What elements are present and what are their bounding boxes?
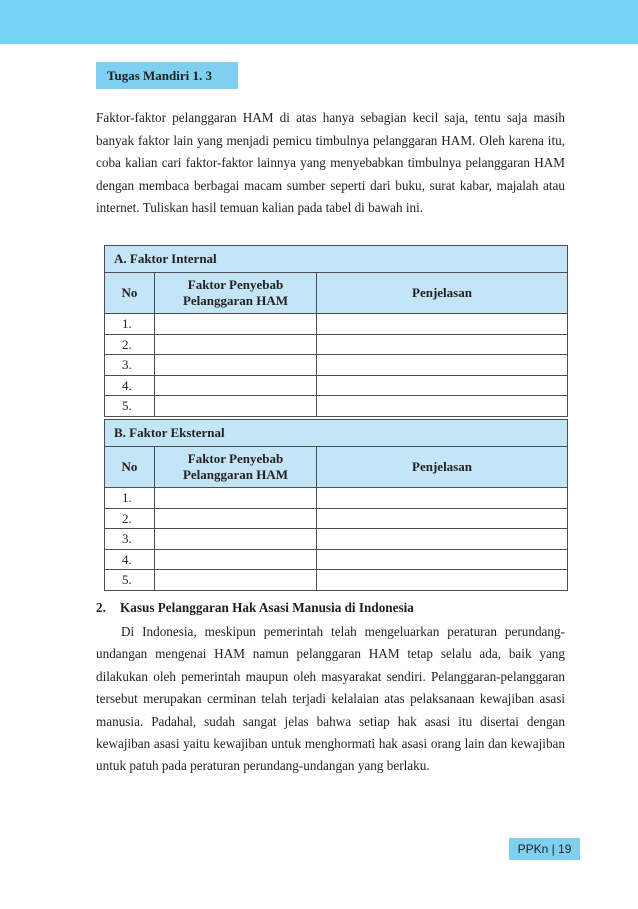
input-cell[interactable] bbox=[155, 355, 317, 376]
input-cell[interactable] bbox=[317, 508, 568, 529]
table-faktor-internal bbox=[104, 245, 568, 417]
table-row: 3. bbox=[105, 355, 568, 376]
table-row: 5. bbox=[105, 570, 568, 591]
input-cell[interactable] bbox=[317, 488, 568, 509]
section-a-title: A. Faktor Internal bbox=[105, 246, 568, 273]
input-cell[interactable] bbox=[155, 508, 317, 529]
input-cell[interactable] bbox=[317, 334, 568, 355]
input-cell[interactable] bbox=[317, 549, 568, 570]
input-cell[interactable] bbox=[317, 314, 568, 335]
table-faktor-eksternal bbox=[104, 419, 568, 591]
input-cell[interactable] bbox=[317, 529, 568, 550]
top-color-band bbox=[0, 0, 638, 44]
col-no-header: No bbox=[105, 447, 155, 488]
col-faktor-header: Faktor Penyebab Pelanggaran HAM bbox=[155, 273, 317, 314]
input-cell[interactable] bbox=[155, 334, 317, 355]
input-cell[interactable] bbox=[155, 396, 317, 417]
table-row: 3. bbox=[105, 529, 568, 550]
input-cell[interactable] bbox=[317, 355, 568, 376]
page-number-badge: PPKn | 19 bbox=[509, 838, 580, 860]
table-row: 5. bbox=[105, 396, 568, 417]
table-row: 2. bbox=[105, 334, 568, 355]
section-2-body: Di Indonesia, meskipun pemerintah telah mengeluarkan peraturan perundang-undangan mengenai HAM namun pelanggaran HAM tetap selalu ada, baik yang dilakukan oleh pemerintah maupun oleh masyarakat sendiri. Pelanggaran-pelanggaran tersebut merupakan cerminan telah terjadi kelalaian atas pelaksanaan kewajiban asasi manusia. Padahal, sudah sangat jelas bahwa setiap hak asasi itu disertai dengan kewajiban asasi yaitu kewajiban untuk menghormati hak asasi orang lain dan kewajiban untuk patuh pada peraturan perundang-undangan yang berlaku. bbox=[96, 624, 565, 774]
input-cell[interactable] bbox=[317, 396, 568, 417]
section-b-title: B. Faktor Eksternal bbox=[105, 420, 568, 447]
input-cell[interactable] bbox=[155, 375, 317, 396]
input-cell[interactable] bbox=[155, 549, 317, 570]
col-penjelasan-header: Penjelasan bbox=[317, 273, 568, 314]
section-2-heading: 2. Kasus Pelanggaran Hak Asasi Manusia di Indonesia bbox=[96, 600, 414, 615]
col-penjelasan-header: Penjelasan bbox=[317, 447, 568, 488]
table-row: 4. bbox=[105, 375, 568, 396]
input-cell[interactable] bbox=[155, 488, 317, 509]
col-no-header: No bbox=[105, 273, 155, 314]
task-label: Tugas Mandiri 1. 3 bbox=[96, 62, 238, 89]
input-cell[interactable] bbox=[155, 314, 317, 335]
col-faktor-header: Faktor Penyebab Pelanggaran HAM bbox=[155, 447, 317, 488]
table-row: 4. bbox=[105, 549, 568, 570]
input-cell[interactable] bbox=[155, 529, 317, 550]
intro-paragraph: Faktor-faktor pelanggaran HAM di atas hanya sebagian kecil saja, tentu saja masih banyak faktor lain yang menjadi pemicu timbulnya pelanggaran HAM. Oleh karena itu, coba kalian cari faktor-faktor lainnya yang menyebabkan timbulnya pelanggaran HAM dengan membaca berbagai macam sumber seperti dari buku, surat kabar, majalah atau internet. Tuliskan hasil temuan kalian pada tabel di bawah ini. bbox=[96, 110, 565, 216]
table-row: 2. bbox=[105, 508, 568, 529]
input-cell[interactable] bbox=[317, 375, 568, 396]
table-row: 1. bbox=[105, 488, 568, 509]
table-row: 1. bbox=[105, 314, 568, 335]
input-cell[interactable] bbox=[155, 570, 317, 591]
input-cell[interactable] bbox=[317, 570, 568, 591]
